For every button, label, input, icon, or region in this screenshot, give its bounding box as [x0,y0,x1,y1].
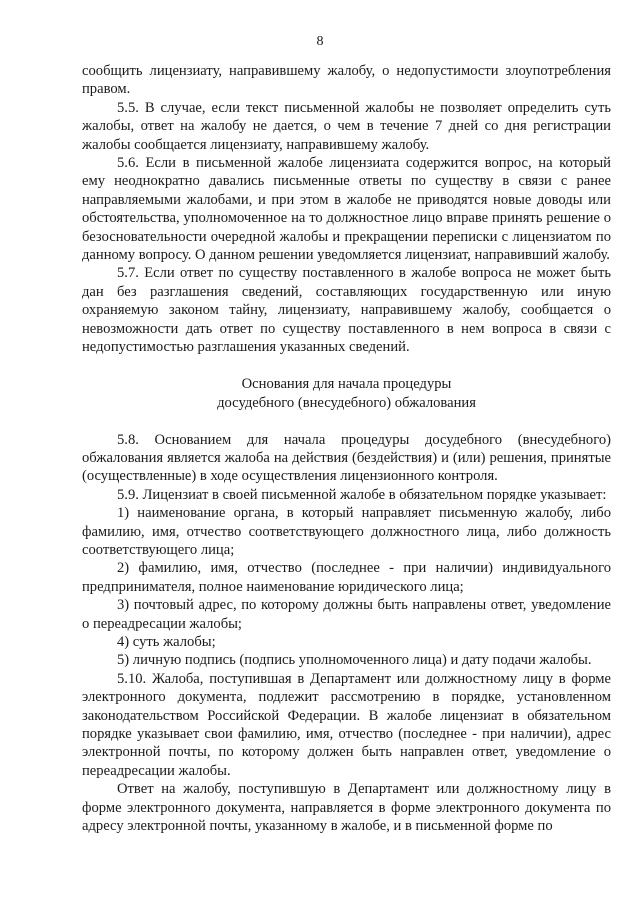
paragraph-p4: 5.8. Основанием для начала процедуры досудебного (внесудебного) обжалования является жалоба на действия (бездействия) и (или) решения, принятые (осуществленные) в ходе осуществления лицензионного контроля. [82,431,611,485]
paragraphs-before-heading [82,62,611,357]
document-body [82,62,611,835]
page-number: 8 [316,34,324,49]
section-heading [82,375,611,413]
paragraph-p9: 4) суть жалобы; [117,633,216,650]
paragraph-p7: 2) фамилию, имя, отчество (последнее - при наличии) индивидуального предпринимателя, полное наименование юридического лица; [82,560,611,595]
paragraph-p10: 5) личную подпись (подпись уполномоченного лица) и дату подачи жалобы. [117,652,592,669]
section-heading-line-2: досудебного (внесудебного) обжалования [217,394,476,411]
paragraph-p1: 5.5. В случае, если текст письменной жалобы не позволяет определить суть жалобы, ответ на жалобу не дается, о чем в течение 7 дней со дня регистрации жалобы сообщается лицензиату, направившему жалобу. [82,99,611,153]
paragraph-p5: 5.9. Лицензиат в своей письменной жалобе в обязательном порядке указывает: [117,486,607,503]
section-heading-line-1: Основания для начала процедуры [241,375,452,392]
paragraph-p2: 5.6. Если в письменной жалобе лицензиата содержится вопрос, на который ему неоднократно давались письменные ответы по существу в связи с ранее направляемыми жалобами, и при этом в жалобе не приводятся новые доводы или обстоятельства, уполномоченное на то должностное лицо вправе принять решение о безосновательности очередной жалобы и прекращении переписки с лицензиатом по данному вопросу. О данном решении уведомляется лицензиат, направивший жалобу. [82,155,611,264]
paragraph-p12: Ответ на жалобу, поступившую в Департамент или должностному лицу в форме электронного документа, направляется в форме электронного документа по адресу электронной почты, указанному в жалобе, и в письменной форме по [82,781,611,835]
paragraph-p0: сообщить лицензиату, направившему жалобу, о недопустимости злоупотребления правом. [82,63,611,98]
paragraph-p8: 3) почтовый адрес, по которому должны быть направлены ответ, уведомление о переадресации жалобы; [82,597,611,632]
paragraph-p11: 5.10. Жалоба, поступившая в Департамент или должностному лицу в форме электронного документа, подлежит рассмотрению в порядке, установленном законодательством Российской Федерации. В жалобе лицензиат в обязательном порядке указывает свои фамилию, имя, отчество (последнее - при наличии), адрес электронной почты, по которому должен быть направлен ответ, уведомление о переадресации жалобы. [82,670,611,779]
paragraph-p3: 5.7. Если ответ по существу поставленного в жалобе вопроса не может быть дан без разглашения сведений, составляющих государственную или иную охраняемую законом тайну, лицензиату, направившему жалобу, сообщается о невозможности дать ответ по существу поставленного в нем вопроса в связи с недопустимостью разглашения указанных сведений. [82,265,611,356]
paragraphs-after-heading [82,431,611,836]
paragraph-p6: 1) наименование органа, в который направляет письменную жалобу, либо фамилию, имя, отчество соответствующего должностного лица, либо должность соответствующего лица; [82,505,611,558]
